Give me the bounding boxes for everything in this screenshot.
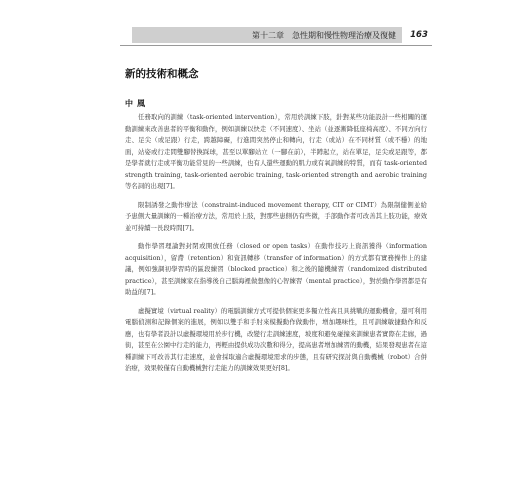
paragraph-task-oriented: 任務取向的訓練（task-oriented intervention），常用於訓練下肢，針對某些功能設計一些相關的運動訓練來改善患者的平衡和動作，例如訓練以快走（不同速度）、坐站（並逐漸降低座椅高度）、不同方向行走、足尖（或足跟）行走，跨越障礙，行進間突然停止和轉向，行走（或站）在不同材質（或不穩）的地面，站姿或行走間雙腳替換踩球，甚至以單腳站立（一腳在前），半蹲起立，站在單足，足尖或足跟等，都是學者就行走或平衡功能常見的一些訓練，也有人還些運動的肌力或有氧訓練的特質，而有 task-oriented strength training, task-oriented aerobic training, task-oriented strength and aerobic training 等名詞的出現[7]。 (125, 113, 427, 190)
page-number: 163 (410, 30, 428, 40)
running-head-title: 第十二章 急性期和慢性物理治療及復健 (252, 30, 396, 40)
paragraph-cimt: 限制誘發之動作療法（constraint-induced movement therapy, CIT or CIMT）為限制健側並給予患側大量訓練的一種治療方法，常用於上肢，對那些患側仍有些微，手部動作者可改善其上肢功能，療效並可持續一長段時間[7]。 (125, 200, 427, 232)
header-rule (120, 45, 432, 46)
section-heading: 新的技術和概念 (125, 68, 199, 80)
subsection-heading: 中風 (125, 98, 149, 108)
paragraph-motor-learning: 動作學習理論對封閉或開放任務（closed or open tasks）在動作技巧上資訊獲得（information acquisition），留滯（retention）和資訊轉移（transfer of information）的方式都有實務操作上的建議，例如強調初學習時的區段練習（blocked practice）和之後的隨機練習（randomized distributed practice），甚至訓練家在指導後自己腦海裡做想像的心智練習（mental practice），對於動作學習都是有助益的[7]。 (125, 242, 427, 296)
running-head (132, 27, 402, 43)
body-text (125, 112, 427, 382)
paragraph-virtual-reality: 虛擬實境（virtual reality）的電腦訓練方式可提供個案更多獨立性高且具挑戰的運動機會，還可利用電腦偵測和記錄個案的進展，例如以雙手和手肘來模擬動作做動作，增加趣味性，且可訓練敏捷動作和反應，也有學者設計以虛擬環境用於步行機，改變行走訓練速度，坡度和避免碰撞來訓練患者實際在走廊，過街，甚至在公園中行走的能力，再輕由提供成功次數和得分，提高患者增加練習的動機，結果發現患者在這種訓練下可改善其行走速度，並會採取適合虛擬環境需求的步態，且有研究探討與自動機械（robot）合併治療，效果較僅有自動機械對行走能力的訓練效果更好[8]。 (125, 306, 427, 372)
